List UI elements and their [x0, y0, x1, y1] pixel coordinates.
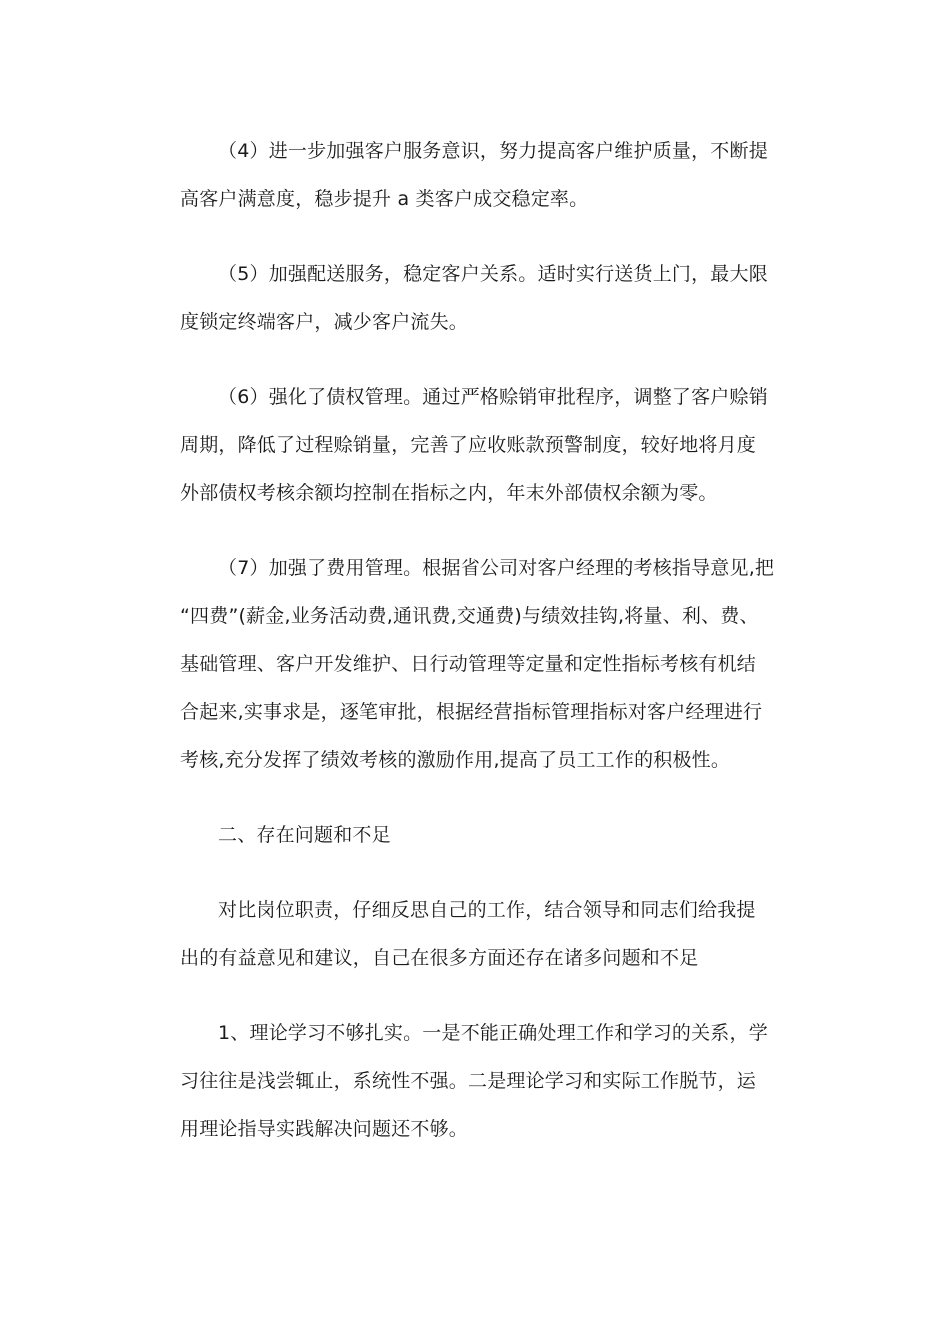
paragraph-item-5 — [180, 250, 776, 346]
text-line: 高客户满意度，稳步提升 a 类客户成交稳定率。 — [180, 188, 589, 210]
text-line: 习往往是浅尝辄止，系统性不强。二是理论学习和实际工作脱节，运 — [180, 1070, 757, 1092]
text-line: 周期，降低了过程赊销量，完善了应收账款预警制度，较好地将月度 — [180, 434, 757, 456]
text-line: （5）加强配送服务，稳定客户关系。适时实行送货上门，最大限 — [218, 263, 768, 285]
text-line: 基础管理、客户开发维护、日行动管理等定量和定性指标考核有机结 — [180, 653, 757, 675]
text-line: “四费”(薪金,业务活动费,通讯费,交通费)与绩效挂钩,将量、利、费、 — [180, 605, 759, 627]
paragraph-section-intro — [180, 886, 776, 982]
text-line: 合起来,实事求是，逐笔审批，根据经营指标管理指标对客户经理进行 — [180, 701, 763, 723]
text-line: （7）加强了费用管理。根据省公司对客户经理的考核指导意见,把 — [218, 557, 775, 579]
text-line: （4）进一步加强客户服务意识，努力提高客户维护质量，不断提 — [218, 140, 768, 162]
section-heading-problems — [180, 811, 776, 859]
paragraph-item-4 — [180, 127, 776, 223]
text-line: 用理论指导实践解决问题还不够。 — [180, 1118, 469, 1140]
text-line: 考核,充分发挥了绩效考核的激励作用,提高了员工工作的积极性。 — [180, 749, 731, 771]
text-line: 外部债权考核余额均控制在指标之内，年末外部债权余额为零。 — [180, 482, 718, 504]
section-heading-text: 二、存在问题和不足 — [218, 824, 391, 846]
text-line: 对比岗位职责，仔细反思自己的工作，结合领导和同志们给我提 — [218, 899, 756, 921]
paragraph-item-7 — [180, 544, 776, 784]
paragraph-problem-1 — [180, 1009, 776, 1153]
text-line: 1、理论学习不够扎实。一是不能正确处理工作和学习的关系，学 — [218, 1022, 768, 1044]
paragraph-item-6 — [180, 373, 776, 517]
document-body — [180, 127, 776, 1180]
text-line: （6）强化了债权管理。通过严格赊销审批程序，调整了客户赊销 — [218, 386, 768, 408]
text-line: 出的有益意见和建议，自己在很多方面还存在诸多问题和不足 — [180, 947, 699, 969]
text-line: 度锁定终端客户，减少客户流失。 — [180, 311, 469, 333]
